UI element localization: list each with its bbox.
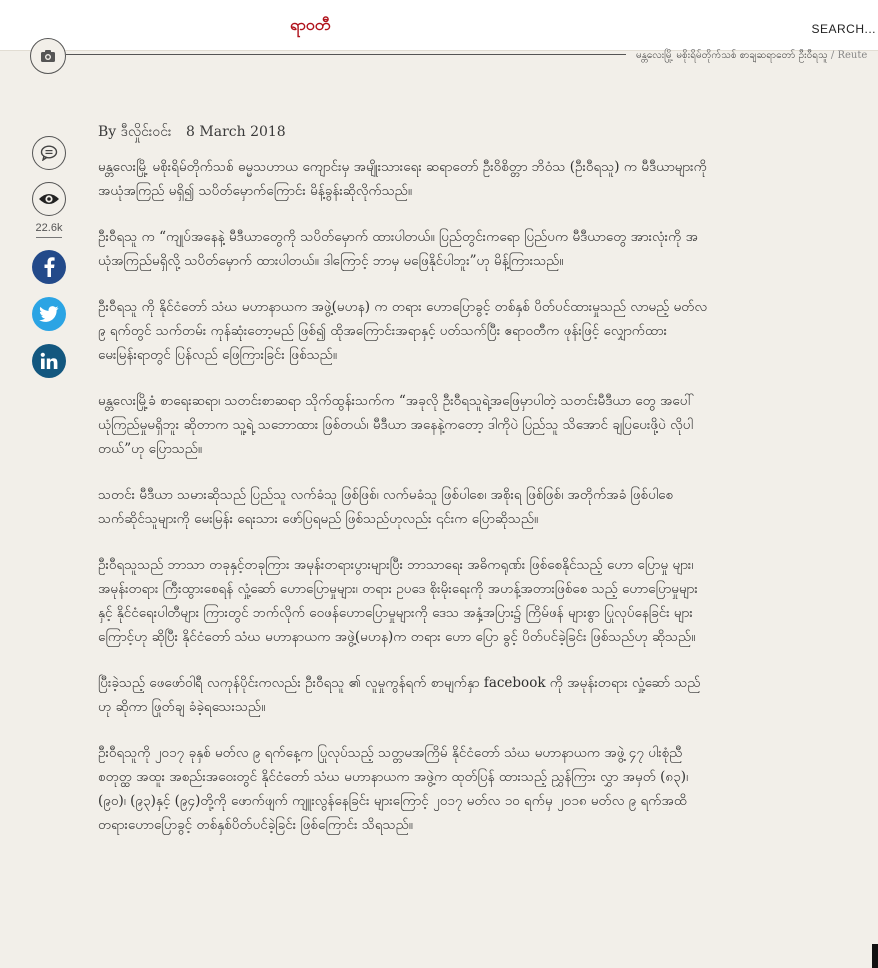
paragraph-5: သတင်း မီဒီယာ သမားဆိုသည် ပြည်သူ လက်ခံသူ ဖြစ်ဖြစ်၊ လက်မခံသူ ဖြစ်ပါစေ၊ အစိုးရ ဖြစ်ဖြစ်၊ အတိုက်အခံ ဖြစ်ပါစေ သက်ဆိုင်သူများကို မေးမြန်း ရေးသား ဖော်ပြရမည် ဖြစ်သည်ဟုလည်း ၎င်းက ပြောဆိုသည်။ (98, 487, 674, 527)
header-rule (66, 54, 626, 55)
search-button[interactable]: SEARCH... (811, 22, 876, 36)
share-sidebar (30, 136, 68, 391)
author-name[interactable]: ဒီလှိုင်းဝင်း (120, 124, 172, 140)
camera-icon[interactable] (30, 38, 66, 74)
eye-icon (32, 182, 66, 216)
comment-icon[interactable] (32, 136, 66, 170)
paragraph-4: မန္တလေးမြို့ခံ စာရေးဆရာ၊ သတင်းစာဆရာ သိုက်ထွန်းသက်က “အခုလို ဦးဝီရသူရဲ့အဖြေမှာပါတဲ့ သတင်းမီဒီယာ တွေ အပေါ် ယုံကြည်မှုမရှိဘူး ဆိုတာက သူ့ရဲ့ သဘောထား ဖြစ်တယ်၊ မီဒီယာ အနေနဲ့ကတော့ ဒါကိုပဲ ပြည်သူ သိအောင် ချပြပေးဖို့ပဲ လိုပါတယ်”ဟု ပြောသည်။ (98, 393, 694, 457)
article-body (98, 122, 710, 859)
paragraph-2: ဦးဝီရသူ က “ကျုပ်အနေနဲ့ မီဒီယာတွေကို သပိတ်မှောက် ထားပါတယ်။ ပြည်တွင်းကရော ပြည်ပက မီဒီယာတွေ အားလုံးကို အယုံအကြည်မရှိလို့ သပိတ်မှောက် ထားပါတယ်။ ဒါကြောင့် ဘာမှ မဖြေနိုင်ပါဘူး”ဟု မိန့်ကြားသည်။ (98, 229, 698, 269)
twitter-icon[interactable] (32, 297, 66, 331)
breadcrumb-source[interactable]: Reute (837, 50, 868, 61)
paragraph-3: ဦးဝီရသူ ကို နိုင်ငံတော် သံဃ မဟာနာယက အဖွဲ့(မဟန) က တရား ဟောပြောခွင့် တစ်နှစ် ပိတ်ပင်ထားမှုသည် လာမည့် မတ်လ ၉ ရက်တွင် သက်တမ်း ကုန်ဆုံးတော့မည် ဖြစ်၍ ထိုအကြောင်းအရာနှင့် ပတ်သက်ပြီး ဧရာဝတီက ဖုန်းဖြင့် လျှောက်ထား မေးမြန်းရာတွင် ပြန်လည် ဖြေကြားခြင်း ဖြစ်သည်။ (98, 299, 708, 363)
breadcrumb-separator: / (827, 50, 838, 61)
facebook-icon[interactable] (32, 250, 66, 284)
breadcrumb (636, 48, 867, 63)
byline-prefix: By (98, 124, 117, 140)
views-divider (36, 237, 62, 238)
views-count: 22.6k (35, 222, 63, 234)
linkedin-icon[interactable] (32, 344, 66, 378)
top-bar (0, 0, 878, 51)
byline (98, 122, 710, 143)
breadcrumb-title: မန္တလေးမြို့ မစိုးရိမ်တိုက်သစ် စာချဆရာတော် ဦးဝီရသူ (636, 50, 828, 61)
scrollbar-thumb[interactable] (872, 944, 878, 968)
site-logo[interactable]: ရာဝတီ (290, 15, 331, 34)
paragraph-6: ဦးဝီရသူသည် ဘာသာ တခုနှင့်တခုကြား အမုန်းတရားပွားများပြီး ဘာသာရေး အဓိကရုဏ်း ဖြစ်စေနိုင်သည့် ဟော ပြောမှု များ၊ အမုန်းတရား ကြီးထွားစေရန် လှုံ့ဆော် ဟောပြောမှုများ၊ တရား ဥပဒေ စိုးမိုးရေးကို အဟန့်အတားဖြစ်စေ သည့် ဟောပြောမှုများနှင့် နိုင်ငံရေးပါတီများ ကြားတွင် ဘက်လိုက် ဝေဖန်ဟောပြောမှုများကို ဒေသ အနှံ့အပြား၌ ကြိမ်ဖန် များစွာ ပြုလုပ်နေခြင်း များကြောင့်ဟု ဆိုပြီး နိုင်ငံတော် သံဃ မဟာနာယက အဖွဲ့(မဟန)က တရား ဟော ပြော ခွင့် ပိတ်ပင်ခဲ့ခြင်း ဖြစ်သည်ဟု ဆိုသည်။ (98, 557, 698, 645)
paragraph-8: ဦးဝီရသူကို ၂၀၁၇ ခုနှစ် မတ်လ ၉ ရက်နေ့က ပြုလုပ်သည့် သတ္တမအကြိမ် နိုင်ငံတော် သံဃ မဟာနာယက အဖွဲ့ ၄၇ ပါးစုံညီ စတုတ္ထ အထူး အစည်းအဝေးတွင် နိုင်ငံတော် သံဃ မဟာနာယက အဖွဲ့က ထုတ်ပြန် ထားသည့် ညွှန်ကြား လွှာ အမှတ် (၈၃)၊ (၉၀)၊ (၉၃)နှင့် (၉၄)တို့ကို ဖောက်ဖျက် ကျူးလွန်နေခြင်း များကြောင့် ၂၀၁၇ မတ်လ ၁၀ ရက်မှ ၂၀၁၈ မတ်လ ၉ ရက်အထိ တရားဟောပြောခွင့် တစ်နှစ်ပိတ်ပင်ခဲ့ခြင်း ဖြစ်ကြောင်း သိရသည်။ (98, 745, 689, 833)
paragraph-7: ပြီးခဲ့သည့် ဖေဖော်ဝါရီ လကုန်ပိုင်းကလည်း ဦးဝီရသူ ၏ လူမှုကွန်ရက် စာမျက်နှာ facebook ကို အမုန်းတရား လှုံ့ဆော် သည်ဟု ဆိုကာ ဖြုတ်ချ ခံခဲ့ရသေးသည်။ (98, 675, 701, 715)
paragraph-1: မန္တလေးမြို့ မစိုးရိမ်တိုက်သစ် ဓမ္မသဟာယ ကျောင်းမှ အမျိုးသားရေး ဆရာတော် ဦးဝိစိတ္တာ ဘိဝံသ (ဦးဝီရသူ) က မီဒီယာများကို အယုံအကြည် မရှိ၍ သပိတ်မှောက်ကြောင်း မိန့်ခွန်းဆိုလိုက်သည်။ (98, 159, 707, 199)
publish-date: 8 March 2018 (186, 124, 286, 140)
